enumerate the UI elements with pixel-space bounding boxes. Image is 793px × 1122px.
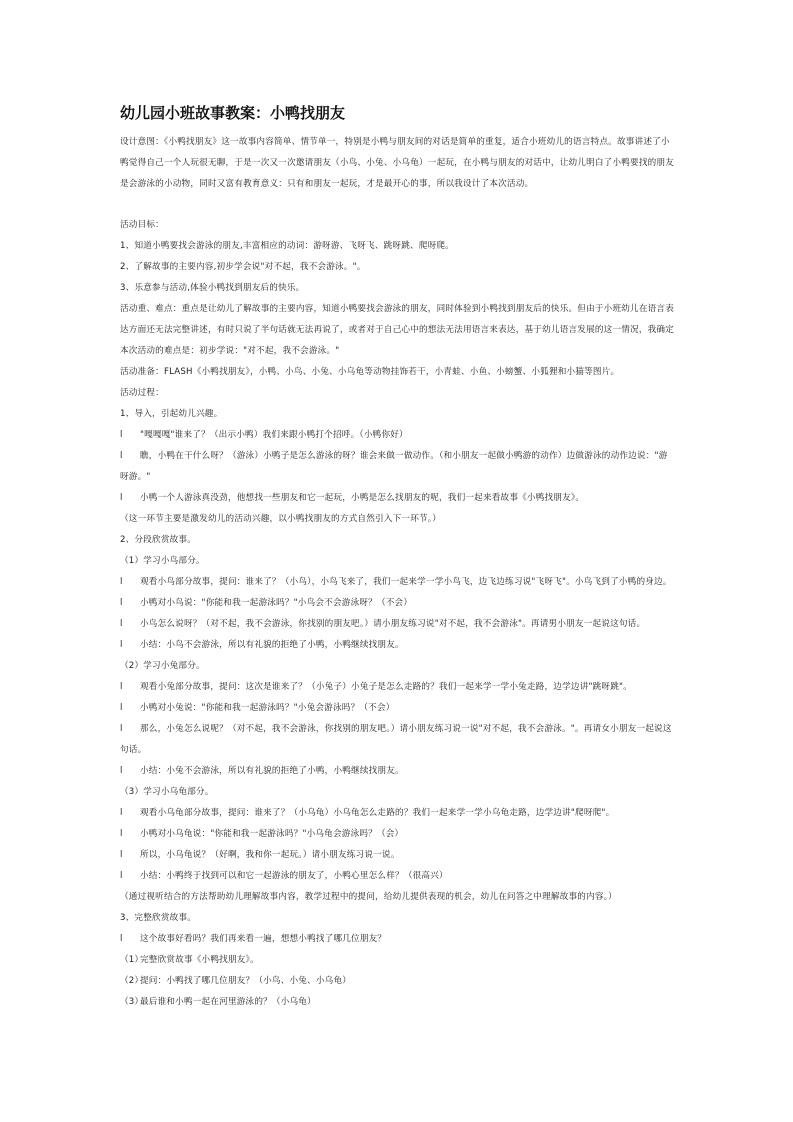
bullet-marker: l <box>120 451 123 461</box>
bullet-paragraph <box>120 677 676 698</box>
bullet-paragraph <box>120 845 676 866</box>
bullet-marker: l <box>120 724 123 734</box>
document-body <box>120 132 676 1013</box>
paragraph-text: 所以，小乌龟说？（好啊，我和你一起玩。）请小朋友练习说一说。 <box>140 850 400 860</box>
paragraph: （1）学习小鸟部分。 <box>120 556 205 566</box>
bullet-marker: l <box>120 829 123 839</box>
bullet-paragraph <box>120 446 676 488</box>
paragraph-text: 提问：小鸭找了哪几位朋友？（小鸟、小兔、小乌龟） <box>140 976 352 986</box>
bullet-marker: l <box>120 493 123 503</box>
bullet-paragraph <box>120 992 676 1013</box>
paragraph: （通过视听结合的方法帮助幼儿理解故事内容，教学过程中的提问，给幼儿提供表现的机会，幼儿在问答之中理解故事的内容。） <box>120 892 617 902</box>
paragraph: 3、完整欣赏故事。 <box>120 913 197 923</box>
bullet-paragraph <box>120 593 676 614</box>
bullet-paragraph <box>120 614 676 635</box>
paragraph-text: 完整欣赏故事《小鸭找朋友》。 <box>140 955 259 965</box>
bullet-marker: l <box>120 808 123 818</box>
bullet-paragraph <box>120 761 676 782</box>
bullet-paragraph <box>120 698 676 719</box>
bullet-marker: l <box>120 871 123 881</box>
bullet-marker: （3） <box>120 997 144 1007</box>
paragraph: （2）学习小兔部分。 <box>120 661 205 671</box>
bullet-marker: l <box>120 703 123 713</box>
paragraph: （3）学习小乌龟部分。 <box>120 787 214 797</box>
paragraph: 3、乐意参与活动,体验小鸭找到朋友后的快乐。 <box>120 283 305 293</box>
paragraph-text: 小鸭对小乌龟说："你能和我一起游泳吗？"小乌龟会游泳吗？（会） <box>140 829 404 839</box>
bullet-marker: l <box>120 598 123 608</box>
bullet-marker: （1） <box>120 955 144 965</box>
bullet-paragraph <box>120 719 676 761</box>
bullet-marker: l <box>120 430 123 440</box>
paragraph: 1、知道小鸭要找会游泳的朋友,丰富相应的动词：游呀游、飞呀飞、跳呀跳、爬呀爬。 <box>120 241 454 251</box>
paragraph: 活动重、难点：重点是让幼儿了解故事的主要内容，知道小鸭要找会游泳的朋友，同时体验到小鸭找到朋友后的快乐。但由于小班幼儿在语言表达方面还无法完整讲述，有时只说了半句话就无法再说了，或者对于自己心中的想法无法用语言来表达，基于幼儿语言发展的这一情况，我确定本次活动的难点是：初步学说："对不起，我不会游泳。" <box>120 304 675 356</box>
paragraph: 活动目标： <box>120 220 164 230</box>
bullet-paragraph <box>120 971 676 992</box>
bullet-marker: l <box>120 682 123 692</box>
paragraph-text: 这个故事好看吗？我们再来看一遍，想想小鸭找了哪几位朋友？ <box>140 934 387 944</box>
paragraph: 设计意图：《小鸭找朋友》这一故事内容简单、情节单一，特别是小鸭与朋友间的对话是简单的重复，适合小班幼儿的语言特点。故事讲述了小鸭觉得自己一个人玩很无聊，于是一次又一次邀请朋友（小鸟、小兔、小乌龟）一起玩，在小鸭与朋友的对话中，让幼儿明白了小鸭要找的朋友是会游泳的小动物，同时又富有教育意义：只有和朋友一起玩，才是最开心的事，所以我设计了本次活动。 <box>120 137 675 189</box>
bullet-paragraph <box>120 866 676 887</box>
paragraph-text: 小结：小鸭终于找到可以和它一起游泳的朋友了，小鸭心里怎么样？（很高兴） <box>140 871 448 881</box>
paragraph-text: "嘎嘎嘎"谁来了？（出示小鸭）我们来跟小鸭打个招呼。（小鸭你好） <box>140 430 408 440</box>
paragraph-text: 观看小兔部分故事，提问：这次是谁来了？（小兔子）小兔子是怎么走路的？我们一起来学一学小兔走路，边学边讲"跳呀跳"。 <box>140 682 632 692</box>
paragraph-gap <box>120 195 676 215</box>
bullet-marker: l <box>120 577 123 587</box>
bullet-marker: l <box>120 934 123 944</box>
paragraph-text: 小鸭对小鸟说："你能和我一起游泳吗？"小鸟会不会游泳呀？（不会） <box>140 598 413 608</box>
bullet-paragraph <box>120 803 676 824</box>
bullet-paragraph <box>120 824 676 845</box>
paragraph-text: 最后谁和小鸭一起在河里游泳的？（小乌龟） <box>140 997 316 1007</box>
bullet-paragraph <box>120 635 676 656</box>
bullet-paragraph <box>120 572 676 593</box>
bullet-paragraph <box>120 425 676 446</box>
paragraph: 活动准备：FLASH《小鸭找朋友》，小鸭、小鸟、小兔、小乌龟等动物挂饰若干，小青蛙、小鱼、小螃蟹、小狐狸和小猫等图片。 <box>120 367 620 377</box>
paragraph-text: 观看小鸟部分故事，提问：谁来了？（小鸟），小鸟飞来了，我们一起来学一学小鸟飞，边飞边练习说"飞呀飞"。小鸟飞到了小鸭的身边。 <box>140 577 672 587</box>
paragraph-text: 小结：小兔不会游泳，所以有礼貌的拒绝了小鸭，小鸭继续找朋友。 <box>140 766 404 776</box>
bullet-paragraph <box>120 488 676 509</box>
paragraph: 活动过程： <box>120 388 164 398</box>
paragraph: （这一环节主要是激发幼儿的活动兴趣，以小鸭找朋友的方式自然引入下一环节。） <box>120 514 442 524</box>
paragraph-text: 小鸭一个人游泳真没劲，他想找一些朋友和它一起玩，小鸭是怎么找朋友的呢，我们一起来看故事《小鸭找朋友》。 <box>140 493 585 503</box>
bullet-marker: l <box>120 619 123 629</box>
document-title: 幼儿园小班故事教案：小鸭找朋友 <box>120 104 346 122</box>
paragraph: 2、分段欣赏故事。 <box>120 535 197 545</box>
paragraph-text: 小结：小鸟不会游泳，所以有礼貌的拒绝了小鸭，小鸭继续找朋友。 <box>140 640 404 650</box>
paragraph-text: 小鸟怎么说呀？（对不起，我不会游泳，你找别的朋友吧。）请小朋友练习说"对不起，我不会游泳"。再请男小朋友一起说这句话。 <box>140 619 646 629</box>
bullet-marker: l <box>120 640 123 650</box>
bullet-marker: l <box>120 850 123 860</box>
paragraph: 2、了解故事的主要内容,初步学会说"对不起，我不会游泳。"。 <box>120 262 366 272</box>
paragraph: 1、导入，引起幼儿兴趣。 <box>120 409 223 419</box>
bullet-marker: （2） <box>120 976 144 986</box>
bullet-paragraph <box>120 950 676 971</box>
paragraph-text: 瞧，小鸭在干什么呀？（游泳）小鸭子是怎么游泳的呀？谁会来做一做动作。（和小朋友一起做小鸭游的动作）边做游泳的动作边说："游呀游。" <box>120 451 668 482</box>
bullet-paragraph <box>120 929 676 950</box>
paragraph-text: 小鸭对小兔说："你能和我一起游泳吗？"小兔会游泳吗？（不会） <box>140 703 395 713</box>
bullet-marker: l <box>120 766 123 776</box>
paragraph-text: 观看小乌龟部分故事，提问：谁来了？（小乌龟）小乌龟怎么走路的？我们一起来学一学小乌龟走路，边学边讲"爬呀爬"。 <box>140 808 615 818</box>
paragraph-text: 那么，小兔怎么说呢？（对不起，我不会游泳，你找别的朋友吧。）请小朋友练习说一说"对不起，我不会游泳。"。再请女小朋友一起说这句话。 <box>120 724 672 755</box>
